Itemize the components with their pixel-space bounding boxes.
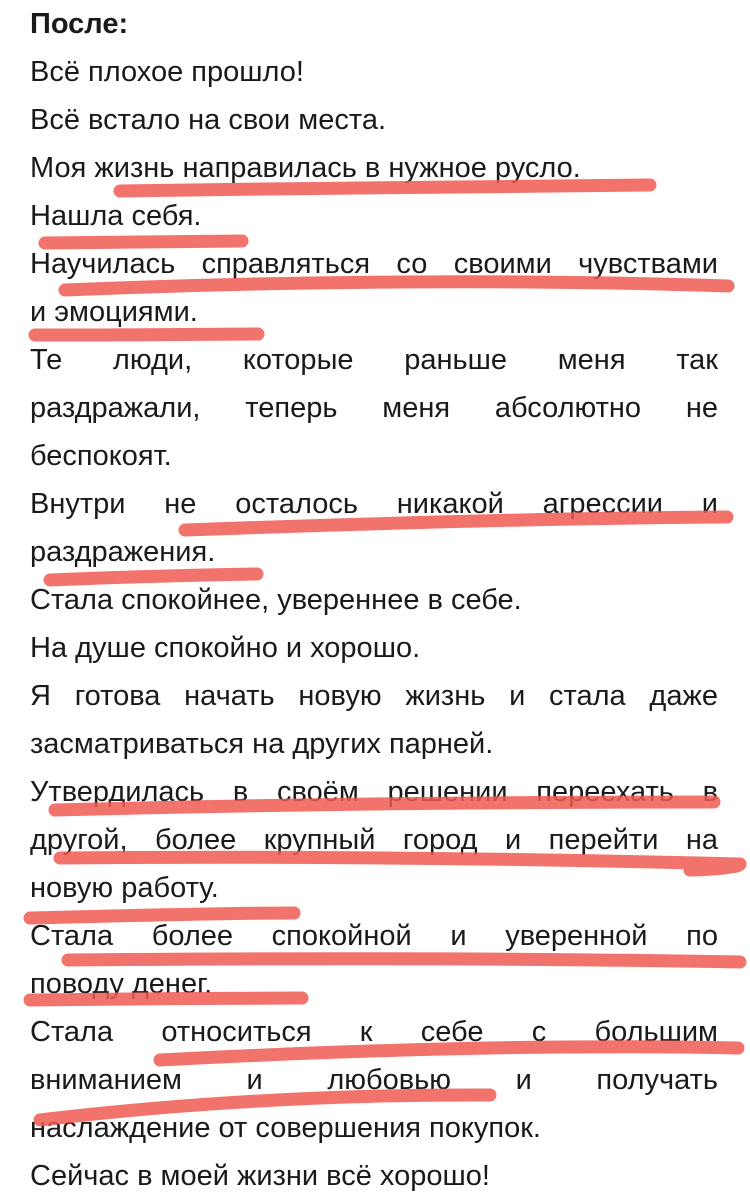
paragraph-10 — [30, 672, 718, 768]
paragraph-line: наслаждение от совершения покупок. — [30, 1112, 541, 1144]
paragraph-1 — [30, 48, 718, 96]
paragraph-line: Стала спокойнее, увереннее в себе. — [30, 584, 522, 616]
paragraph-line: и эмоциями. — [30, 296, 198, 328]
paragraph-3 — [30, 144, 718, 192]
paragraph-line: засматриваться на других парней. — [30, 728, 494, 760]
paragraph-11 — [30, 768, 718, 912]
paragraph-14 — [30, 1152, 718, 1200]
paragraph-line: вниманием и любовью и получать — [30, 1064, 718, 1096]
paragraph-12 — [30, 912, 718, 1008]
paragraph-line: На душе спокойно и хорошо. — [30, 632, 421, 664]
paragraph-line: Я готова начать новую жизнь и стала даже — [30, 680, 718, 712]
paragraph-line: Внутри не осталось никакой агрессии и — [30, 488, 718, 520]
paragraph-line: Утвердилась в своём решении переехать в — [30, 776, 718, 808]
paragraph-line: раздражения. — [30, 536, 216, 568]
paragraph-line: Всё встало на свои места. — [30, 104, 387, 136]
paragraph-line: Научилась справляться со своими чувствами — [30, 248, 718, 280]
paragraph-5 — [30, 240, 718, 336]
paragraph-2 — [30, 96, 718, 144]
paragraph-line: Стала относиться к себе с большим — [30, 1016, 718, 1048]
paragraph-9 — [30, 624, 718, 672]
paragraph-6 — [30, 336, 718, 480]
paragraph-line: Нашла себя. — [30, 200, 202, 232]
paragraph-13 — [30, 1008, 718, 1152]
paragraph-line: беспокоят. — [30, 440, 172, 472]
paragraph-4 — [30, 192, 718, 240]
heading: После: — [30, 8, 129, 40]
paragraph-7 — [30, 480, 718, 576]
paragraph-line: Сейчас в моей жизни всё хорошо! — [30, 1160, 490, 1192]
paragraph-line: другой, более крупный город и перейти на — [30, 824, 718, 856]
paragraph-line: Те люди, которые раньше меня так — [30, 344, 718, 376]
paragraph-line: поводу денег. — [30, 968, 213, 1000]
paragraph-line: новую работу. — [30, 872, 219, 904]
paragraph-line: Стала более спокойной и уверенной по — [30, 920, 718, 952]
paragraph-line: Всё плохое прошло! — [30, 56, 304, 88]
paragraph-line: Моя жизнь направилась в нужное русло. — [30, 152, 581, 184]
paragraph-8 — [30, 576, 718, 624]
paragraph-line: раздражали, теперь меня абсолютно не — [30, 392, 718, 424]
